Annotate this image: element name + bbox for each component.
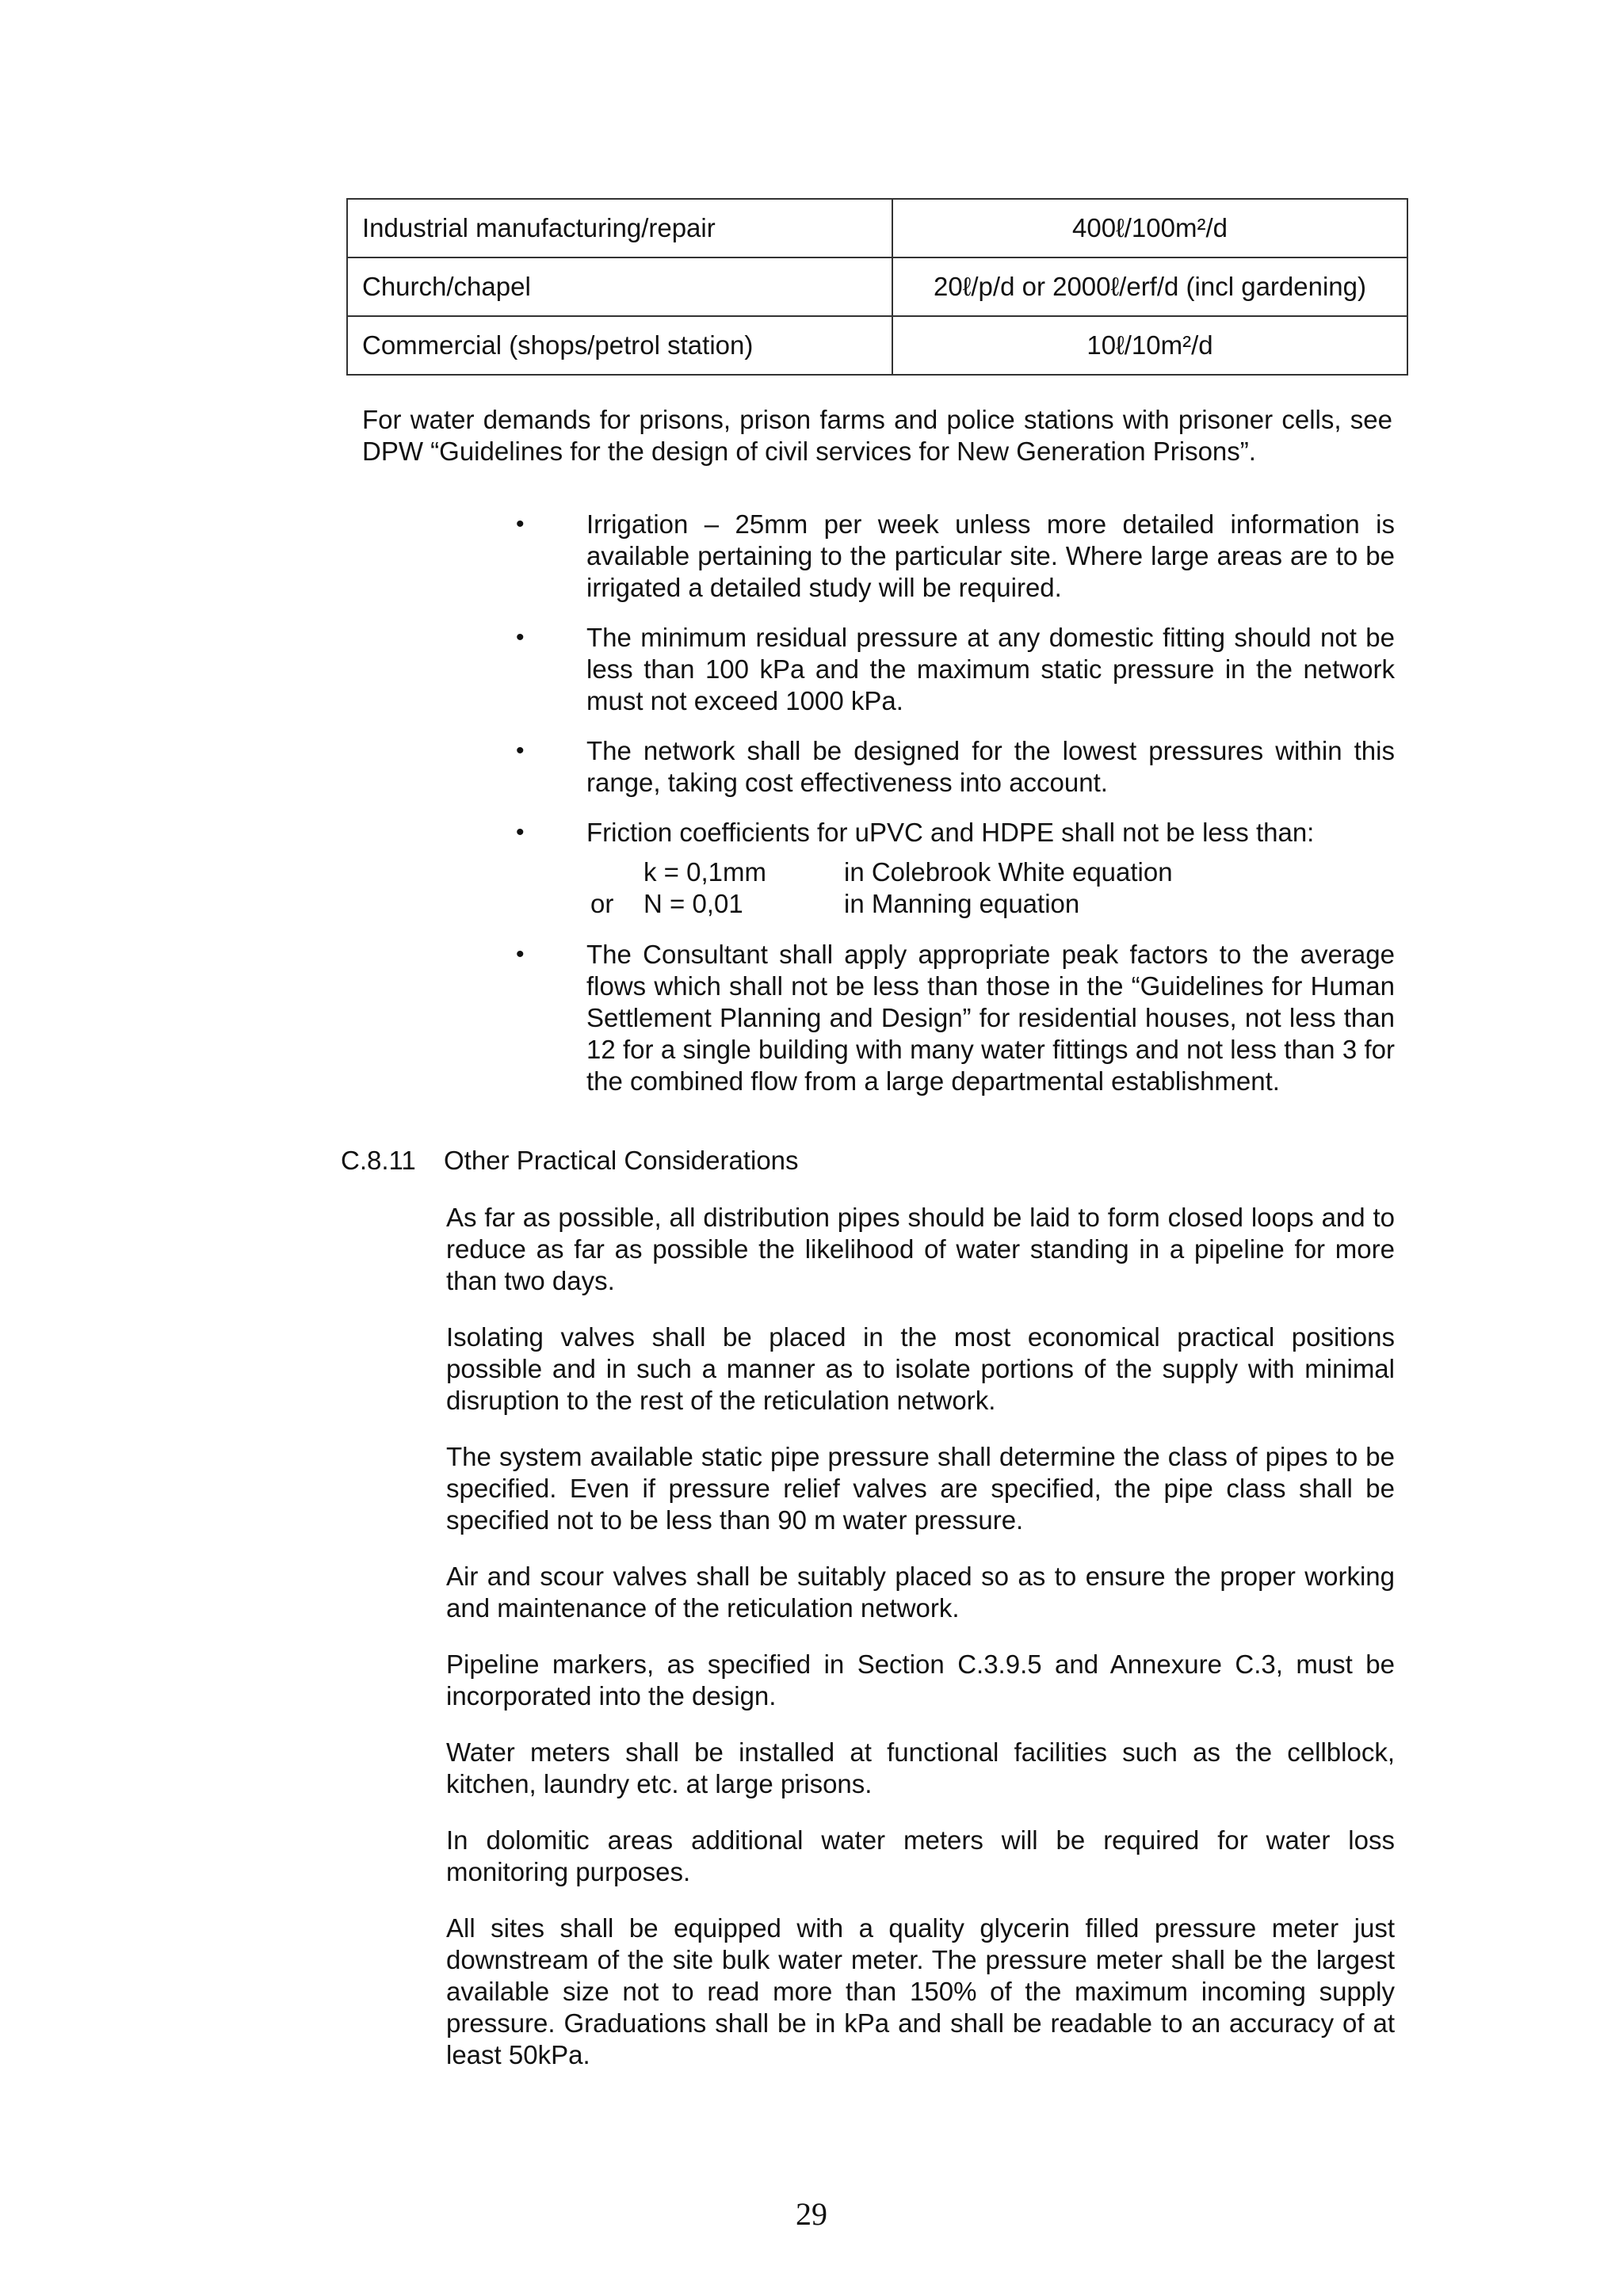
table-cell-demand: 20ℓ/p/d or 2000ℓ/erf/d (incl gardening) xyxy=(892,257,1407,316)
paragraph-air-scour-valves: Air and scour valves shall be suitably placed so as to ensure the proper working and maintenance of the reticulation network. xyxy=(446,1562,1395,1623)
paragraph-closed-loops: As far as possible, all distribution pipes should be laid to form closed loops and to reduce as far as possible the likelihood of water standing in a pipeline for more than two days. xyxy=(446,1203,1395,1295)
bullet-icon: • xyxy=(516,624,525,650)
friction-value: k = 0,1mm xyxy=(643,857,766,887)
water-demand-table xyxy=(346,198,1408,376)
table-cell-demand: 10ℓ/10m²/d xyxy=(892,316,1407,375)
prison-note: For water demands for prisons, prison farms and police stations with prisoner cells, see DPW “Guidelines for the design of civil services for New Generation Prisons”. xyxy=(362,405,1392,466)
friction-equation: in Colebrook White equation xyxy=(844,857,1173,887)
paragraph-dolomitic-areas: In dolomitic areas additional water meters will be required for water loss monitoring purposes. xyxy=(446,1825,1395,1886)
table-row xyxy=(347,316,1407,375)
friction-equation: in Manning equation xyxy=(844,889,1080,918)
page-number: 29 xyxy=(796,2196,827,2232)
paragraph-water-meters: Water meters shall be installed at functional facilities such as the cellblock, kitchen, laundry etc. at large prisons. xyxy=(446,1737,1395,1798)
table-cell-use: Industrial manufacturing/repair xyxy=(347,199,892,257)
section-title: Other Practical Considerations xyxy=(444,1146,799,1175)
bullet-irrigation: Irrigation – 25mm per week unless more detailed information is available pertaining to the particular site. Where large areas are to be irrigated a detailed study will be required. xyxy=(586,509,1395,602)
friction-prefix: or xyxy=(590,889,614,918)
bullet-icon: • xyxy=(516,941,525,967)
bullet-icon: • xyxy=(516,511,525,537)
bullet-icon: • xyxy=(516,819,525,845)
paragraph-isolating-valves: Isolating valves shall be placed in the most economical practical positions possible and in such a manner as to isolate portions of the supply with minimal disruption to the rest of the reticulation network. xyxy=(446,1322,1395,1415)
paragraph-pipe-pressure: The system available static pipe pressure shall determine the class of pipes to be specified. Even if pressure relief valves are specified, the pipe class shall be specified not to be less than 90 m water pressure. xyxy=(446,1442,1395,1535)
bullet-residual-pressure: The minimum residual pressure at any domestic fitting should not be less than 100 kPa and the maximum static pressure in the network must not exceed 1000 kPa. xyxy=(586,623,1395,715)
bullet-peak-factors: The Consultant shall apply appropriate peak factors to the average flows which shall not be less than those in the “Guidelines for Human Settlement Planning and Design” for residential houses, not less than 12 for a single building with many water fittings and not less than 3 for the combined flow from a large departmental establishment. xyxy=(586,940,1395,1096)
table-row xyxy=(347,199,1407,257)
paragraph-pipeline-markers: Pipeline markers, as specified in Section C.3.9.5 and Annexure C.3, must be incorporated into the design. xyxy=(446,1650,1395,1711)
paragraph-pressure-meter: All sites shall be equipped with a quality glycerin filled pressure meter just downstream of the site bulk water meter. The pressure meter shall be the largest available size not to read more than 150% of the maximum incoming supply pressure. Graduations shall be in kPa and shall be readable to an accuracy of at least 50kPa. xyxy=(446,1913,1395,2069)
table-cell-demand: 400ℓ/100m²/d xyxy=(892,199,1407,257)
section-number: C.8.11 xyxy=(341,1146,416,1175)
bullet-network-design: The network shall be designed for the lowest pressures within this range, taking cost effectiveness into account. xyxy=(586,736,1395,797)
bullet-icon: • xyxy=(516,738,525,764)
friction-value: N = 0,01 xyxy=(643,889,743,918)
table-cell-use: Commercial (shops/petrol station) xyxy=(347,316,892,375)
table-row xyxy=(347,257,1407,316)
table-cell-use: Church/chapel xyxy=(347,257,892,316)
bullet-friction: Friction coefficients for uPVC and HDPE shall not be less than: xyxy=(586,818,1315,847)
